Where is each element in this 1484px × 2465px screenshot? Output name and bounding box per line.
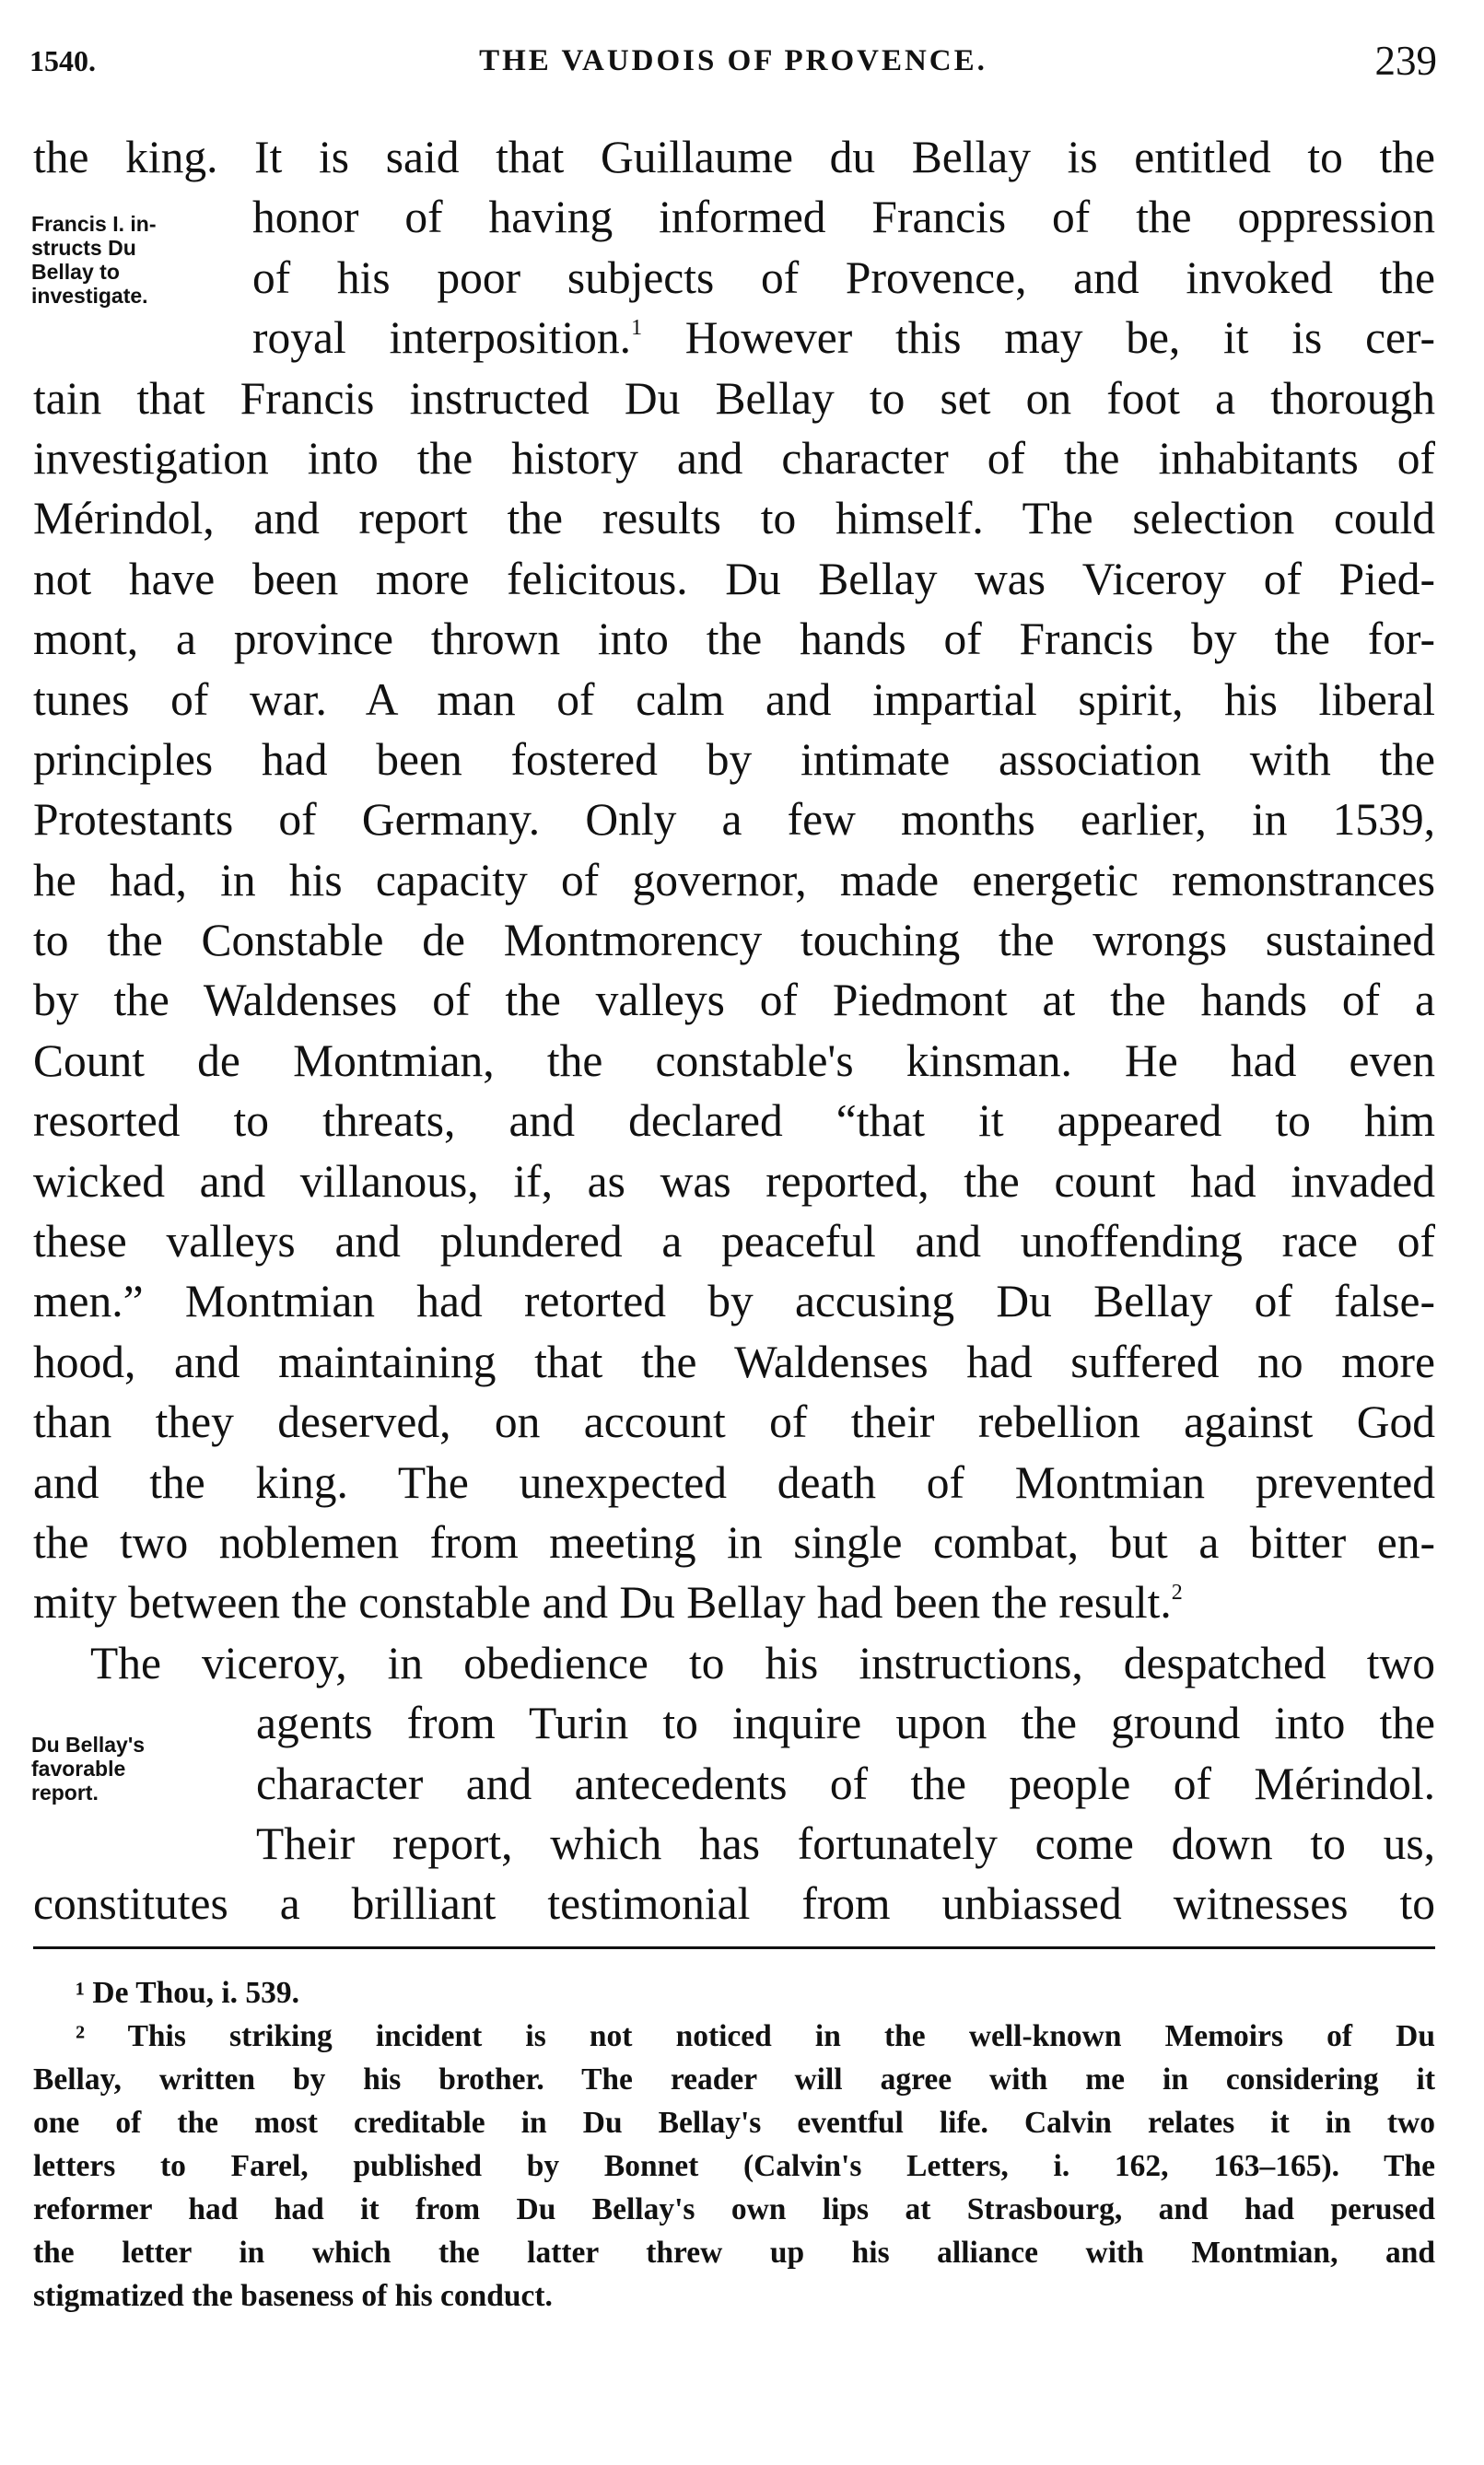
margin-note-line: report. (31, 1781, 99, 1805)
text-line: The viceroy, in obedience to his instructions, despatched two (90, 1637, 1435, 1688)
footnote-line: letters to Farel, published by Bonnet (Calvin's Letters, i. 162, 163–165). The (33, 2149, 1435, 2183)
footnotes (33, 1971, 1435, 2318)
text-line: mont, a province thrown into the hands of Francis by the for- (33, 613, 1435, 665)
text-line: not have been more felicitous. Du Bellay was Viceroy of Pied- (33, 553, 1435, 604)
margin-note-line: structs Du (31, 236, 136, 260)
margin-note-line: favorable (31, 1757, 126, 1781)
text-line: constitutes a brilliant testimonial from unbiassed witnesses to (33, 1878, 1435, 1930)
text-line: men.” Montmian had retorted by accusing Du Bellay of false- (33, 1276, 1435, 1327)
text-line: agents from Turin to inquire upon the ground into the (256, 1698, 1435, 1749)
footnote-line: Bellay, written by his brother. The reader will agree with me in considering it (33, 2062, 1435, 2097)
text-line: Count de Montmian, the constable's kinsman. He had even (33, 1034, 1435, 1086)
page-number: 239 (1374, 38, 1437, 84)
footnote-line: reformer had had it from Du Bellay's own lips at Strasbourg, and had perused (33, 2192, 1435, 2226)
text-line: to the Constable de Montmorency touching the wrongs sustained (33, 915, 1435, 966)
text-line: Protestants of Germany. Only a few months earlier, in 1539, (33, 794, 1435, 846)
text-line: he had, in his capacity of governor, made energetic remonstrances (33, 854, 1435, 905)
text-line: wicked and villanous, if, as was reported, the count had invaded (33, 1155, 1435, 1207)
text-line: of his poor subjects of Provence, and invoked the (252, 251, 1435, 303)
text-line: by the Waldenses of the valleys of Piedmont at the hands of a (33, 975, 1435, 1026)
margin-note-line: Bellay to (31, 260, 120, 284)
text-line: the two noblemen from meeting in single combat, but a bitter en- (33, 1516, 1435, 1568)
text-line: mity between the constable and Du Bellay had been the result.$^2$ (33, 1577, 1183, 1629)
text-line: investigation into the history and character of the inhabitants of (33, 432, 1435, 484)
footnote-line: ¹ De Thou, i. 539. (76, 1976, 300, 2010)
footnote-rule (33, 1946, 1435, 1949)
main-text (33, 127, 1435, 1934)
text-line: Mérindol, and report the results to himself. The selection could (33, 493, 1435, 544)
text-line: these valleys and plundered a peaceful and unoffending race of (33, 1216, 1435, 1268)
header-year: 1540. (29, 44, 96, 77)
footnote-line: stigmatized the baseness of his conduct. (33, 2279, 553, 2313)
text-line: Their report, which has fortunately come down to us, (256, 1817, 1435, 1869)
text-line: hood, and maintaining that the Waldenses had suffered no more (33, 1336, 1435, 1387)
margin-note-line: Francis I. in- (31, 212, 157, 236)
footnote-line: ² This striking incident is not noticed in the well-known Memoirs of Du (76, 2019, 1435, 2053)
text-line: royal interposition.$^1$ However this may be, it is cer- (252, 312, 1435, 364)
running-title: THE VAUDOIS OF PROVENCE. (479, 44, 987, 77)
footnote-line: one of the most creditable in Du Bellay's eventful life. Calvin relates it in two (33, 2106, 1435, 2140)
footnote-marker: 1 (631, 316, 643, 341)
text-line: tain that Francis instructed Du Bellay to set on foot a thorough (33, 372, 1435, 424)
text-line: character and antecedents of the people of Mérindol. (256, 1758, 1435, 1809)
footnote-marker: 2 (1171, 1581, 1183, 1606)
margin-note-line: Du Bellay's (31, 1733, 146, 1757)
text-line: the king. It is said that Guillaume du Bellay is entitled to the (33, 132, 1435, 182)
text-line: than they deserved, on account of their rebellion against God (33, 1396, 1435, 1448)
text-line: and the king. The unexpected death of Montmian prevented (33, 1456, 1435, 1508)
text-line: resorted to threats, and declared “that it appeared to him (33, 1095, 1435, 1147)
footnote-line: the letter in which the latter threw up his alliance with Montmian, and (33, 2236, 1435, 2270)
text-line: principles had been fostered by intimate association with the (33, 733, 1435, 785)
text-line: honor of having informed Francis of the oppression (252, 192, 1435, 243)
page-header (29, 37, 1437, 96)
text-line: tunes of war. A man of calm and impartial spirit, his liberal (33, 673, 1435, 725)
margin-note-line: investigate. (31, 284, 148, 308)
